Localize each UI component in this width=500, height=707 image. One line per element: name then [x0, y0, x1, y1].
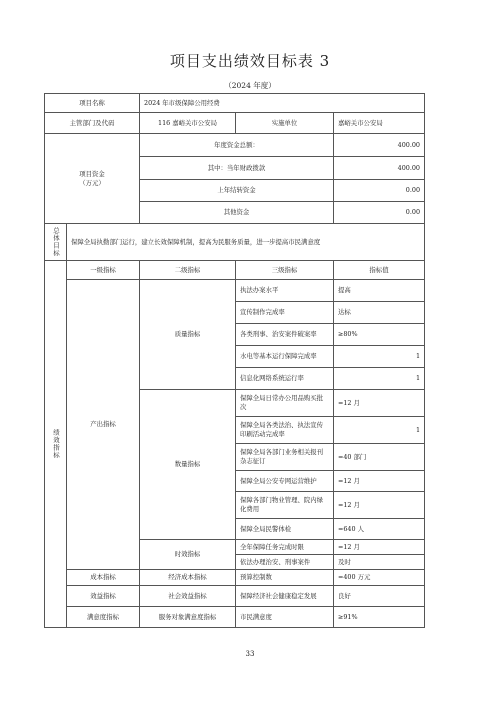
indicator-value: 良好 [334, 586, 425, 607]
overall-goal-row [45, 224, 425, 261]
indicator-row [45, 280, 425, 302]
indicator-value: 及时 [334, 555, 425, 570]
indicator-value: 1 [334, 346, 425, 368]
indicator-row [45, 607, 425, 628]
indicator-value: =640 人 [334, 519, 425, 540]
indicator-name: 保障全局公安专网运营维护 [236, 471, 334, 492]
overall-goal-label: 总体目标 [45, 224, 67, 261]
performance-goal-table [44, 93, 425, 628]
level1-label: 成本指标 [67, 570, 140, 586]
page-number: 33 [245, 650, 255, 658]
indicator-value: 提高 [334, 280, 425, 302]
indicator-name: 保障全局民警体检 [236, 519, 334, 540]
funds-row-value: 0.00 [334, 202, 425, 224]
indicator-value: 达标 [334, 302, 425, 324]
indicator-value: 1 [334, 417, 425, 444]
funds-label-cell [45, 134, 140, 224]
funds-row-value: 400.00 [334, 157, 425, 180]
indicator-value: ≥91% [334, 607, 425, 628]
impl-label: 实施单位 [236, 113, 334, 134]
funds-row-label: 其中：当年财政拨款 [140, 157, 334, 180]
column-header: 三级指标 [236, 261, 334, 280]
project-name-row [45, 94, 425, 113]
indicator-name: 保障经济社会健康稳定发展 [236, 586, 334, 607]
timeliness-indicator-label: 时效指标 [140, 540, 236, 570]
indicator-value: 1 [334, 368, 425, 390]
year-subtitle: （2024 年度） [224, 81, 276, 90]
indicator-name: 预算控制数 [236, 570, 334, 586]
indicator-name: 保障全局日常办公用品购买批次 [236, 390, 334, 417]
funds-unit: （万元） [79, 178, 105, 187]
indicator-name: 信息化网络系统运行率 [236, 368, 334, 390]
funds-row [45, 134, 425, 157]
indicator-name: 各类刑事、治安案件破案率 [236, 324, 334, 346]
level1-label: 满意度指标 [67, 607, 140, 628]
funds-row-label: 其他资金 [140, 202, 334, 224]
funds-row-value: 0.00 [334, 180, 425, 202]
funds-label: 项目资金 [79, 169, 105, 178]
quality-indicator-label: 质量指标 [140, 280, 236, 390]
level1-label: 效益指标 [67, 586, 140, 607]
column-header: 一级指标 [67, 261, 140, 280]
funds-row-label: 年度资金总额： [140, 134, 334, 157]
indicator-row [45, 570, 425, 586]
funds-row-label: 上年结转资金 [140, 180, 334, 202]
indicator-row [45, 586, 425, 607]
indicator-name: 全年保障任务完成时限 [236, 540, 334, 555]
column-header: 二级指标 [140, 261, 236, 280]
indicator-name: 水电等基本运行保障完成率 [236, 346, 334, 368]
indicator-name: 依法办理治安、刑事案件 [236, 555, 334, 570]
indicator-value: =400 万元 [334, 570, 425, 586]
dept-label: 主管部门及代码 [45, 113, 140, 134]
indicator-value: =40 部门 [334, 444, 425, 471]
quantity-indicator-label: 数量指标 [140, 390, 236, 540]
project-name-value: 2024 年市级保障公用经费 [140, 94, 425, 113]
indicator-name: 市民满意度 [236, 607, 334, 628]
column-header: 指标值 [334, 261, 425, 280]
indicator-name: 宣传制作完成率 [236, 302, 334, 324]
level2-label: 经济成本指标 [140, 570, 236, 586]
impl-value: 嘉峪关市公安局 [334, 113, 425, 134]
indicator-name: 保障全局各部门业务相关报刊杂志征订 [236, 444, 334, 471]
page-title: 项目支出绩效目标表 3 [169, 52, 331, 70]
indicator-name: 保障各部门物业管理、院内绿化费用 [236, 492, 334, 519]
indicator-value: =12 月 [334, 471, 425, 492]
overall-goal-text: 保障全局执勤部门运行，建立长效保障机制，提高为民服务质量，进一步提高市民满意度 [67, 224, 425, 261]
indicator-value: =12 月 [334, 540, 425, 555]
dept-row [45, 113, 425, 134]
indicator-value: =12 月 [334, 492, 425, 519]
indicator-value: =12 月 [334, 390, 425, 417]
output-indicator-label: 产出指标 [67, 280, 140, 570]
perf-header-row [45, 261, 425, 280]
level2-label: 服务对象满意度指标 [140, 607, 236, 628]
project-name-label: 项目名称 [45, 94, 140, 113]
level2-label: 社会效益指标 [140, 586, 236, 607]
funds-row-value: 400.00 [334, 134, 425, 157]
indicator-value: ≥80% [334, 324, 425, 346]
perf-section-label: 绩效指标 [45, 261, 67, 628]
indicator-name: 保障全局各类法治、执法宣传印刷活动完成率 [236, 417, 334, 444]
indicator-name: 执法办案水平 [236, 280, 334, 302]
dept-value: 116 嘉峪关市公安局 [140, 113, 236, 134]
